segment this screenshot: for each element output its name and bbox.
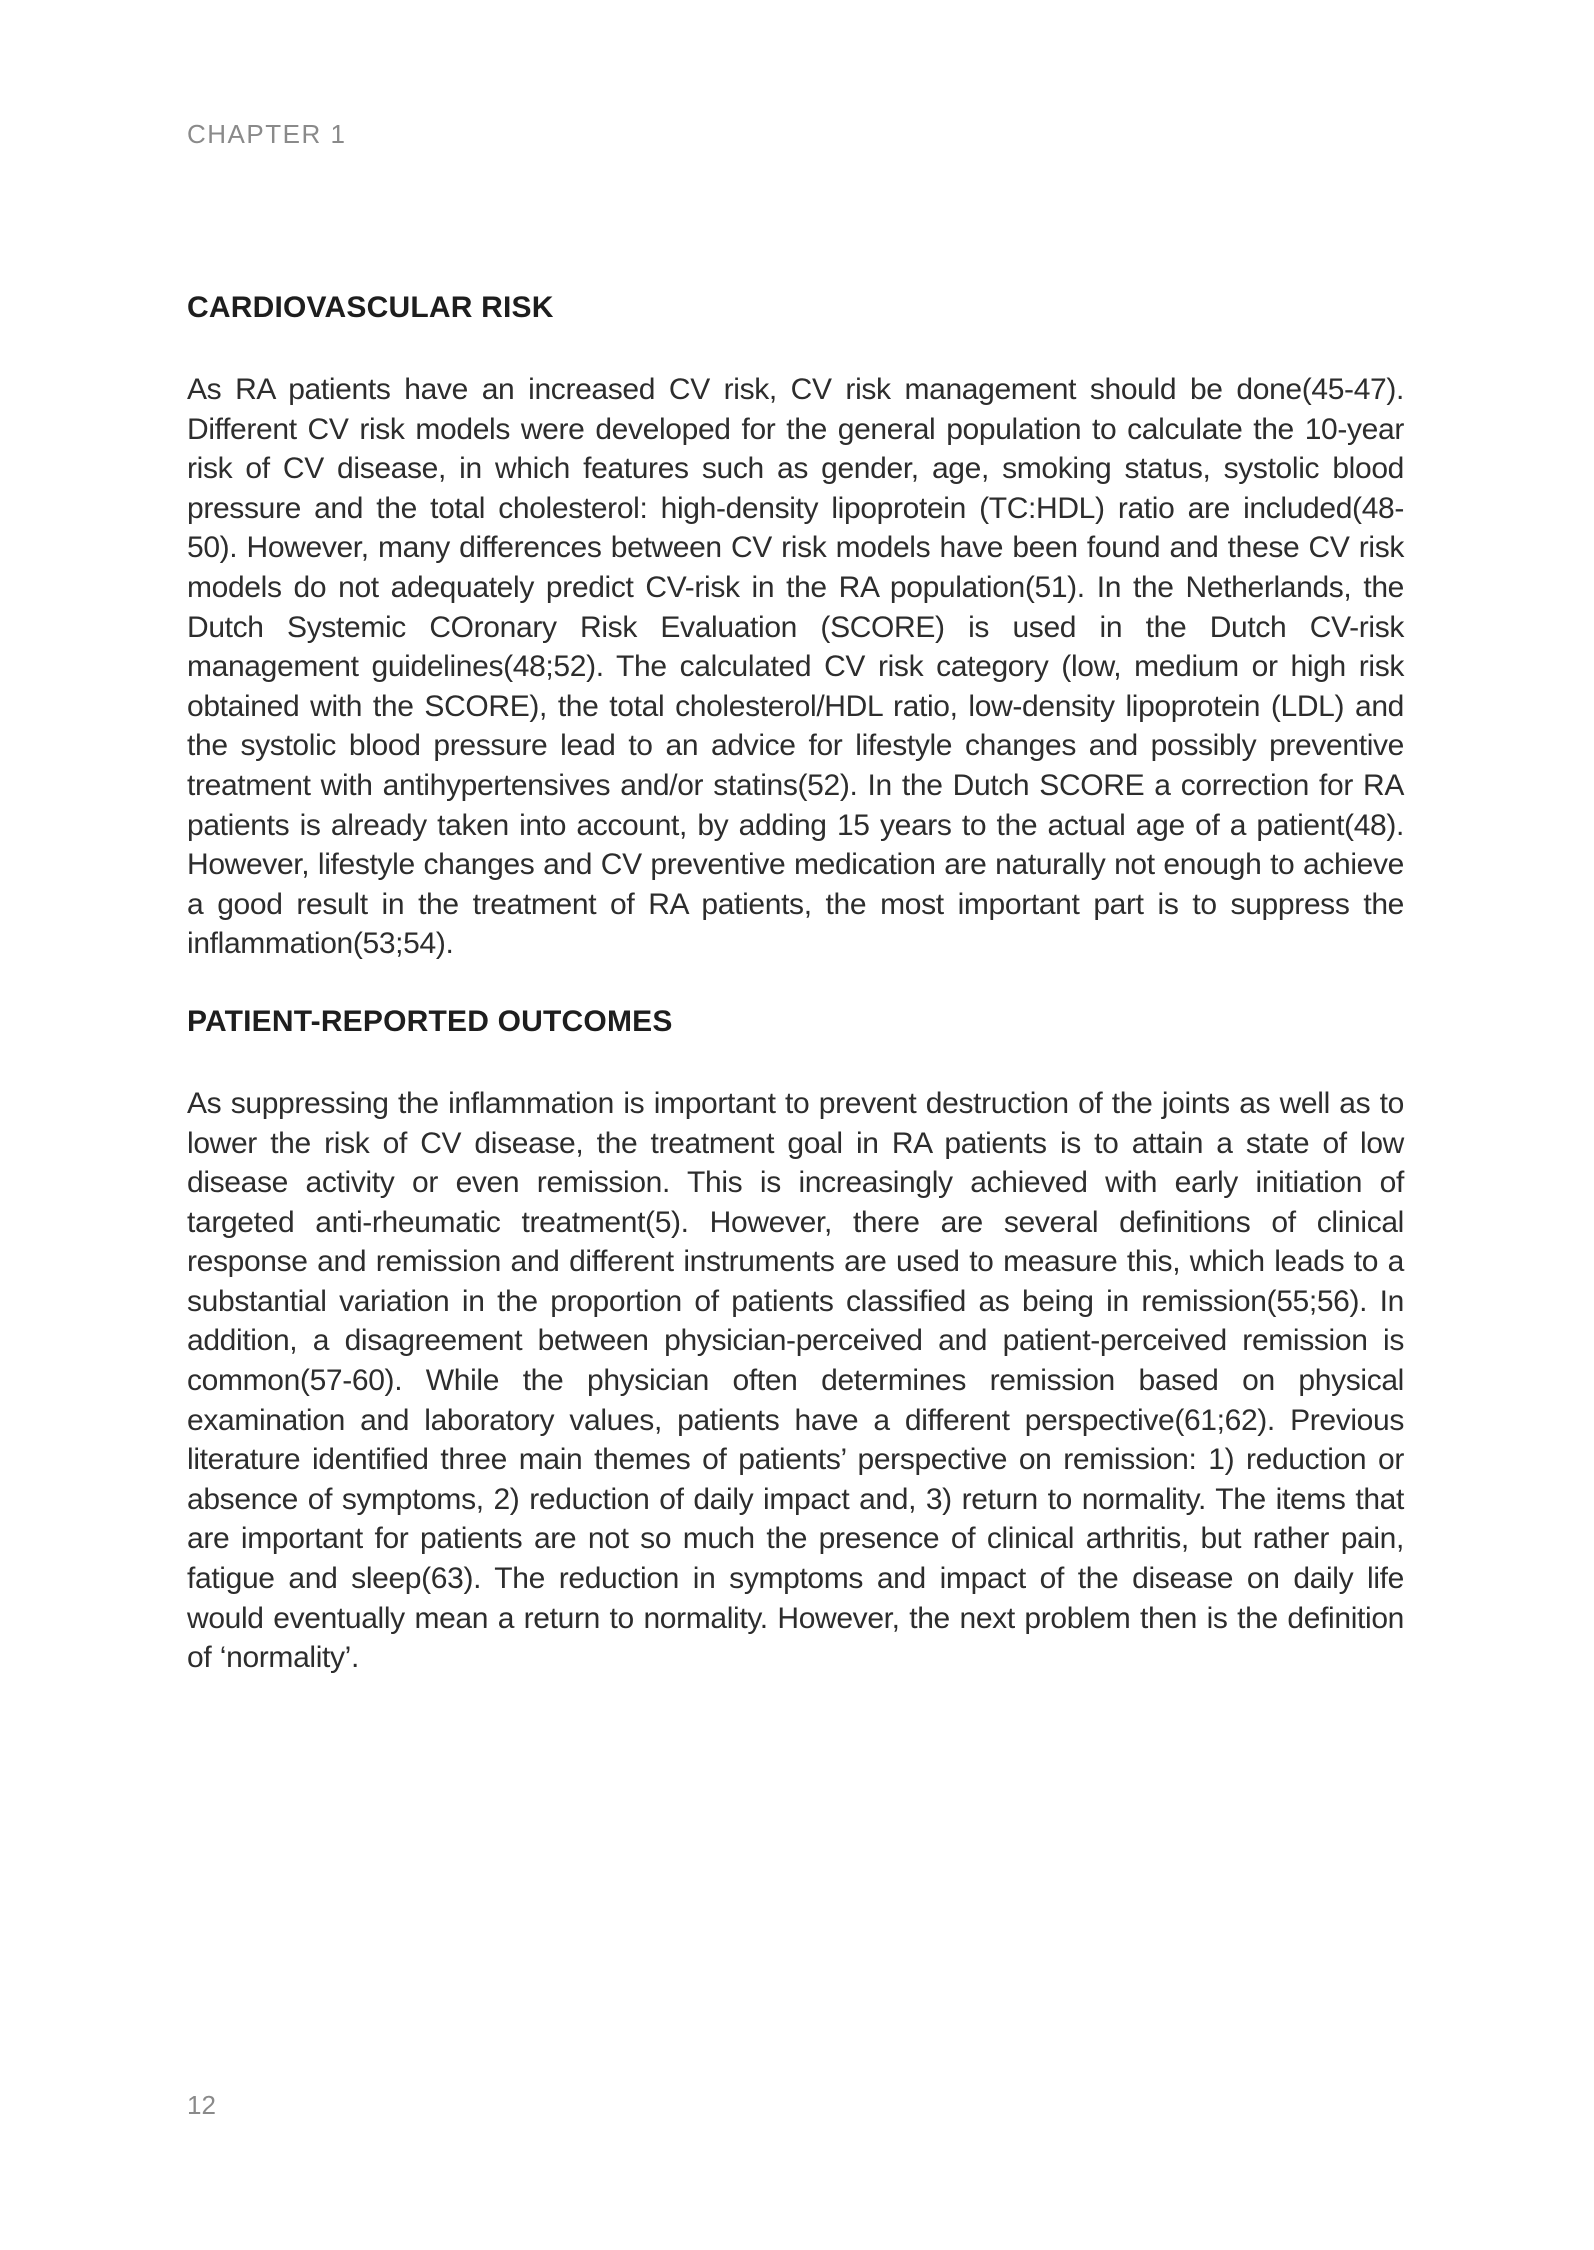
section-heading-patient-reported-outcomes: PATIENT-REPORTED OUTCOMES [187, 1004, 673, 1038]
running-head: CHAPTER 1 [187, 119, 347, 149]
paragraph-cardiovascular-risk: As RA patients have an increased CV risk, CV risk management should be done(45-47). Different CV risk models were developed for the general population to calculate the 10-year risk of CV disease, in which features such as gender, age, smoking status, systolic blood pressure and the total cholesterol: high-density lipoprotein (TC:HDL) ratio are included(48-50). However, many differences between CV risk models have been found and these CV risk models do not adequately predict CV-risk in the RA population(51). In the Netherlands, the Dutch Systemic COronary Risk Evaluation (SCORE) is used in the Dutch CV-risk management guidelines(48;52). The calculated CV risk category (low, medium or high risk obtained with the SCORE), the total cholesterol/HDL ratio, low-density lipoprotein (LDL) and the systolic blood pressure lead to an advice for lifestyle changes and possibly preventive treatment with antihypertensives and/or statins(52). In the Dutch SCORE a correction for RA patients is already taken into account, by adding 15 years to the actual age of a patient(48). However, lifestyle changes and CV preventive medication are naturally not enough to achieve a good result in the treatment of RA patients, the most important part is to suppress the inflammation(53;54). [187, 373, 1404, 961]
page-number: 12 [187, 2090, 216, 2120]
section-heading-cardiovascular-risk: CARDIOVASCULAR RISK [187, 291, 554, 324]
main-content [187, 290, 1404, 1678]
paragraph-patient-reported-outcomes: As suppressing the inflammation is important to prevent destruction of the joints as well as to lower the risk of CV disease, the treatment goal in RA patients is to attain a state of low disease activity or even remission. This is increasingly achieved with early initiation of targeted anti-rheumatic treatment(5). However, there are several definitions of clinical response and remission and different instruments are used to measure this, which leads to a substantial variation in the proportion of patients classified as being in remission(55;56). In addition, a disagreement between physician-perceived and patient-perceived remission is common(57-60). While the physician often determines remission based on physical examination and laboratory values, patients have a different perspective(61;62). Previous literature identified three main themes of patients’ perspective on remission: 1) reduction or absence of symptoms, 2) reduction of daily impact and, 3) return to normality. The items that are important for patients are not so much the presence of clinical arthritis, but rather pain, fatigue and sleep(63). The reduction in symptoms and impact of the disease on daily life would eventually mean a return to normality. However, the next problem then is the definition of ‘normality’. [187, 1086, 1404, 1675]
